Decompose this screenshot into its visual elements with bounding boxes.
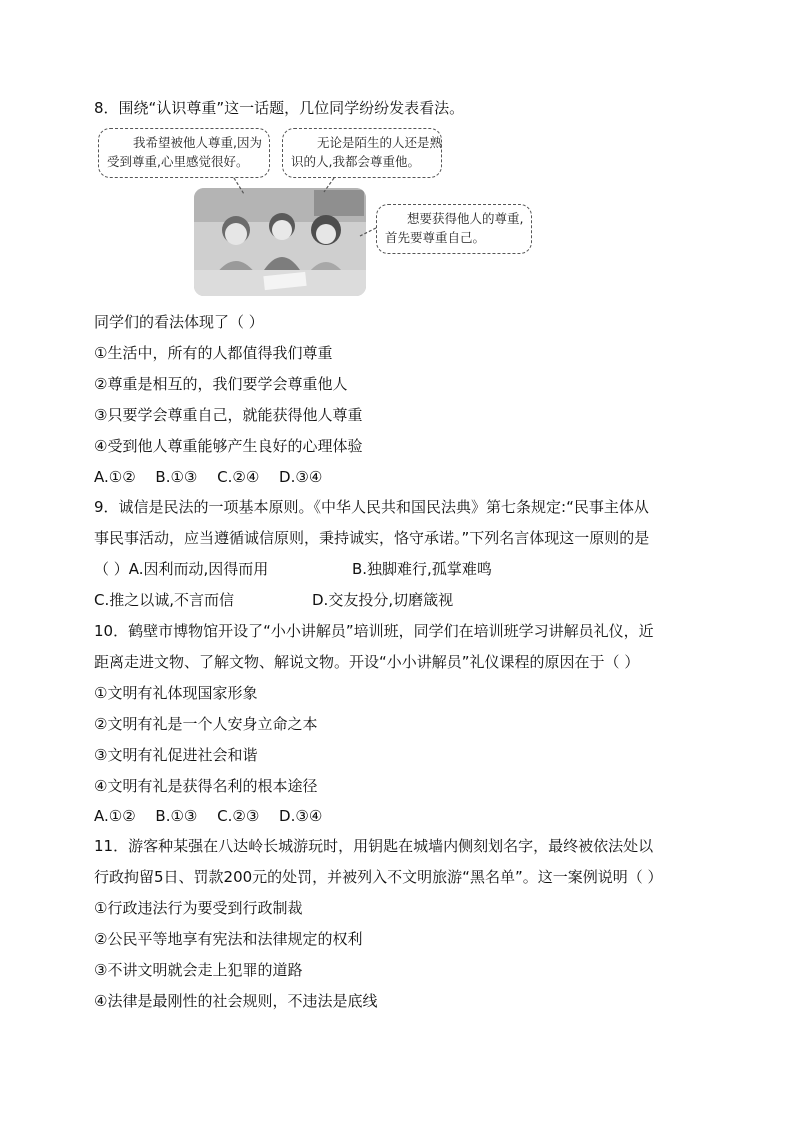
speech-bubble-3: 想要获得他人的尊重, 首先要尊重自己。 [376, 204, 532, 254]
q8-option-3: ③只要学会尊重自己，就能获得他人尊重 [94, 406, 363, 424]
question-8-prompt: 同学们的看法体现了（ ） [94, 313, 264, 331]
question-9-choice-c: C.推之以诚,不言而信 [94, 591, 235, 609]
question-9-line-1: 9．诚信是民法的一项基本原则。《中华人民共和国民法典》第七条规定:“民事主体从 [94, 498, 649, 516]
q8-answer-choices: A.①② B.①③ C.②④ D.③④ [94, 468, 323, 486]
q8-option-1: ①生活中，所有的人都值得我们尊重 [94, 344, 333, 362]
question-8-stem: 8．围绕“认识尊重”这一话题，几位同学纷纷发表看法。 [94, 99, 465, 117]
q11-option-3: ③不讲文明就会走上犯罪的道路 [94, 961, 303, 979]
question-9-choice-a: （ ）A.因利而动,因得而用 [94, 560, 269, 578]
q11-option-2: ②公民平等地享有宪法和法律规定的权利 [94, 930, 363, 948]
q8-option-4: ④受到他人尊重能够产生良好的心理体验 [94, 437, 363, 455]
bubble-pointers [98, 128, 538, 298]
q10-option-4: ④文明有礼是获得名利的根本途径 [94, 777, 318, 795]
speech-bubble-2: 无论是陌生的人还是熟 识的人,我都会尊重他。 [282, 128, 442, 178]
q10-answer-choices: A.①② B.①③ C.②③ D.③④ [94, 807, 323, 825]
question-11-line-1: 11．游客种某强在八达岭长城游玩时，用钥匙在城墙内侧刻划名字，最终被依法处以 [94, 837, 654, 855]
question-9-line-2: 事民事活动，应当遵循诚信原则，秉持诚实，恪守承诺。”下列名言体现这一原则的是 [94, 529, 650, 547]
question-10-line-1: 10．鹤壁市博物馆开设了“小小讲解员”培训班，同学们在培训班学习讲解员礼仪，近 [94, 622, 654, 640]
speech-bubble-1: 我希望被他人尊重,因为 受到尊重,心里感觉很好。 [98, 128, 270, 178]
question-9-choice-b: B.独脚难行,孤掌难鸣 [352, 560, 492, 578]
question-8-illustration [98, 128, 538, 298]
q11-option-4: ④法律是最刚性的社会规则，不违法是底线 [94, 992, 378, 1010]
q11-option-1: ①行政违法行为要受到行政制裁 [94, 899, 303, 917]
q10-option-1: ①文明有礼体现国家形象 [94, 684, 258, 702]
question-9-choice-d: D.交友投分,切磨箴视 [312, 591, 454, 609]
q8-option-2: ②尊重是相互的，我们要学会尊重他人 [94, 375, 348, 393]
q10-option-3: ③文明有礼促进社会和谐 [94, 746, 258, 764]
question-11-line-2: 行政拘留5日、罚款200元的处罚，并被列入不文明旅游“黑名单”。这一案例说明（ ） [94, 868, 663, 886]
q10-option-2: ②文明有礼是一个人安身立命之本 [94, 715, 318, 733]
question-10-line-2: 距离走进文物、了解文物、解说文物。开设“小小讲解员”礼仪课程的原因在于（ ） [94, 653, 640, 671]
